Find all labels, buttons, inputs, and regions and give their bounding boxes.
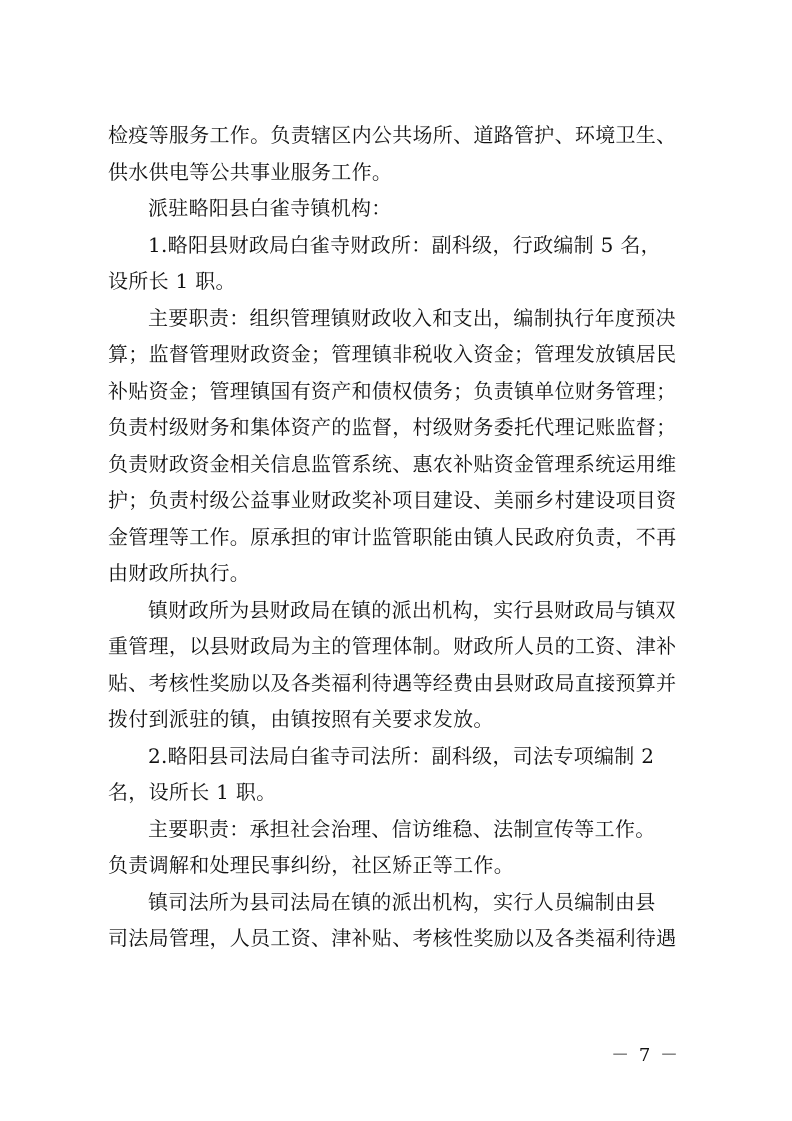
text-line: 派驻略阳县白雀寺镇机构： [148, 196, 392, 220]
text-line: 供水供电等公共事业服务工作。 [108, 159, 393, 184]
text-line: 负责财政资金相关信息监管系统、惠农补贴资金管理系统运用维 [108, 451, 677, 476]
text-line: 司法局管理，人员工资、津补贴、考核性奖励以及各类福利待遇 [108, 926, 677, 950]
text-line: 2.略阳县司法局白雀寺司法所：副科级，司法专项编制 2 [148, 743, 655, 768]
body-text [108, 117, 693, 957]
text-line: 负责调解和处理民事纠纷，社区矫正等工作。 [108, 853, 514, 877]
text-line: 补贴资金；管理镇国有资产和债权债务；负责镇单位财务管理； [108, 378, 677, 403]
text-line: 贴、考核性奖励以及各类福利待遇等经费由县财政局直接预算并 [108, 670, 677, 695]
text-line: 主要职责：承担社会治理、信访维稳、法制宣传等工作。 [148, 816, 656, 841]
text-line: 护；负责村级公益事业财政奖补项目建设、美丽乡村建设项目资 [108, 488, 677, 512]
text-line: 主要职责：组织管理镇财政收入和支出，编制执行年度预决 [148, 305, 676, 330]
text-line: 检疫等服务工作。负责辖区内公共场所、道路管护、环境卫生、 [108, 123, 677, 147]
text-line: 负责村级财务和集体资产的监督，村级财务委托代理记账监督； [108, 415, 677, 439]
text-line: 金管理等工作。原承担的审计监管职能由镇人民政府负责，不再 [108, 524, 677, 549]
text-line: 算；监督管理财政资金；管理镇非税收入资金；管理发放镇居民 [108, 342, 677, 366]
text-line: 拨付到派驻的镇，由镇按照有关要求发放。 [108, 707, 494, 731]
text-line: 由财政所执行。 [108, 561, 251, 585]
text-line: 名，设所长 1 职。 [108, 780, 277, 804]
text-line: 镇司法所为县司法局在镇的派出机构，实行人员编制由县 [148, 889, 656, 914]
text-line: 1.略阳县财政局白雀寺财政所：副科级，行政编制 5 名， [148, 232, 661, 257]
text-line: 镇财政所为县财政局在镇的派出机构，实行县财政局与镇双 [148, 597, 676, 622]
text-line: 重管理，以县财政局为主的管理体制。财政所人员的工资、津补 [108, 634, 677, 658]
page-number: － 7 － [611, 1045, 680, 1066]
text-line: 设所长 1 职。 [108, 269, 236, 293]
